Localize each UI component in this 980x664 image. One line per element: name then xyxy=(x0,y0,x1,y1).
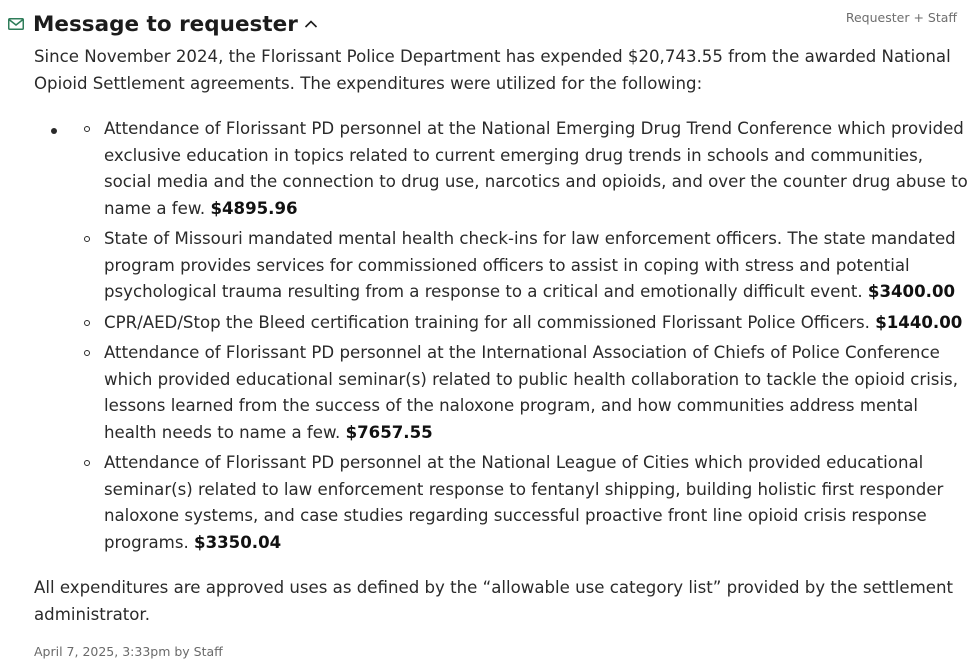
expenditure-description: CPR/AED/Stop the Bleed certification training for all commissioned Florissant Police Officers. xyxy=(104,312,870,332)
expenditure-item xyxy=(104,310,969,337)
message-closing: All expenditures are approved uses as defined by the “allowable use category list” provided by the settlement administrator. xyxy=(34,578,953,624)
message-title: Message to requester xyxy=(33,11,298,37)
expenditure-item xyxy=(104,450,969,556)
message-body xyxy=(34,44,969,628)
expenditure-items xyxy=(34,116,969,556)
expenditure-amount: $3350.04 xyxy=(194,532,282,552)
expenditure-description: Attendance of Florissant PD personnel at the National League of Cities which provided educational seminar(s) related to law enforcement response to fentanyl shipping, building holistic first responder naloxone systems, and case studies regarding successful proactive front line opioid crisis response programs. xyxy=(104,453,944,552)
expenditure-amount: $1440.00 xyxy=(875,312,963,332)
message-timestamp: April 7, 2025, 3:33pm by Staff xyxy=(34,644,223,659)
outer-list-item xyxy=(34,116,969,556)
expenditure-amount: $7657.55 xyxy=(345,422,433,442)
envelope-icon xyxy=(8,18,24,30)
expenditure-description: State of Missouri mandated mental health check-ins for law enforcement officers. The state mandated program provides services for commissioned officers to assist in coping with stress and potential psychological trauma resulting from a response to a critical and emotionally difficult event. xyxy=(104,229,956,301)
bullet-icon xyxy=(51,128,57,134)
audience-label: Requester + Staff xyxy=(845,10,957,25)
expenditure-item xyxy=(104,226,969,306)
expenditure-amount: $4895.96 xyxy=(210,198,298,218)
chevron-up-icon[interactable] xyxy=(304,19,318,29)
expenditure-list xyxy=(34,116,969,556)
expenditure-description: Attendance of Florissant PD personnel at the International Association of Chiefs of Police Conference which provided educational seminar(s) related to public health collaboration to tackle the opioid crisis, lessons learned from the success of the naloxone program, and how communities address mental health needs to name a few. xyxy=(104,343,958,442)
expenditure-description: Attendance of Florissant PD personnel at the National Emerging Drug Trend Conference which provided exclusive education in topics related to current emerging drug trends in schools and communities, social media and the connection to drug use, narcotics and opioids, and over the counter drug abuse to name a few. xyxy=(104,119,968,218)
message-header xyxy=(8,8,318,40)
expenditure-item xyxy=(104,116,969,222)
message-intro: Since November 2024, the Florissant Police Department has expended $20,743.55 from the awarded National Opioid Settlement agreements. The expenditures were utilized for the following: xyxy=(34,47,951,93)
expenditure-item xyxy=(104,340,969,446)
expenditure-amount: $3400.00 xyxy=(867,282,956,301)
